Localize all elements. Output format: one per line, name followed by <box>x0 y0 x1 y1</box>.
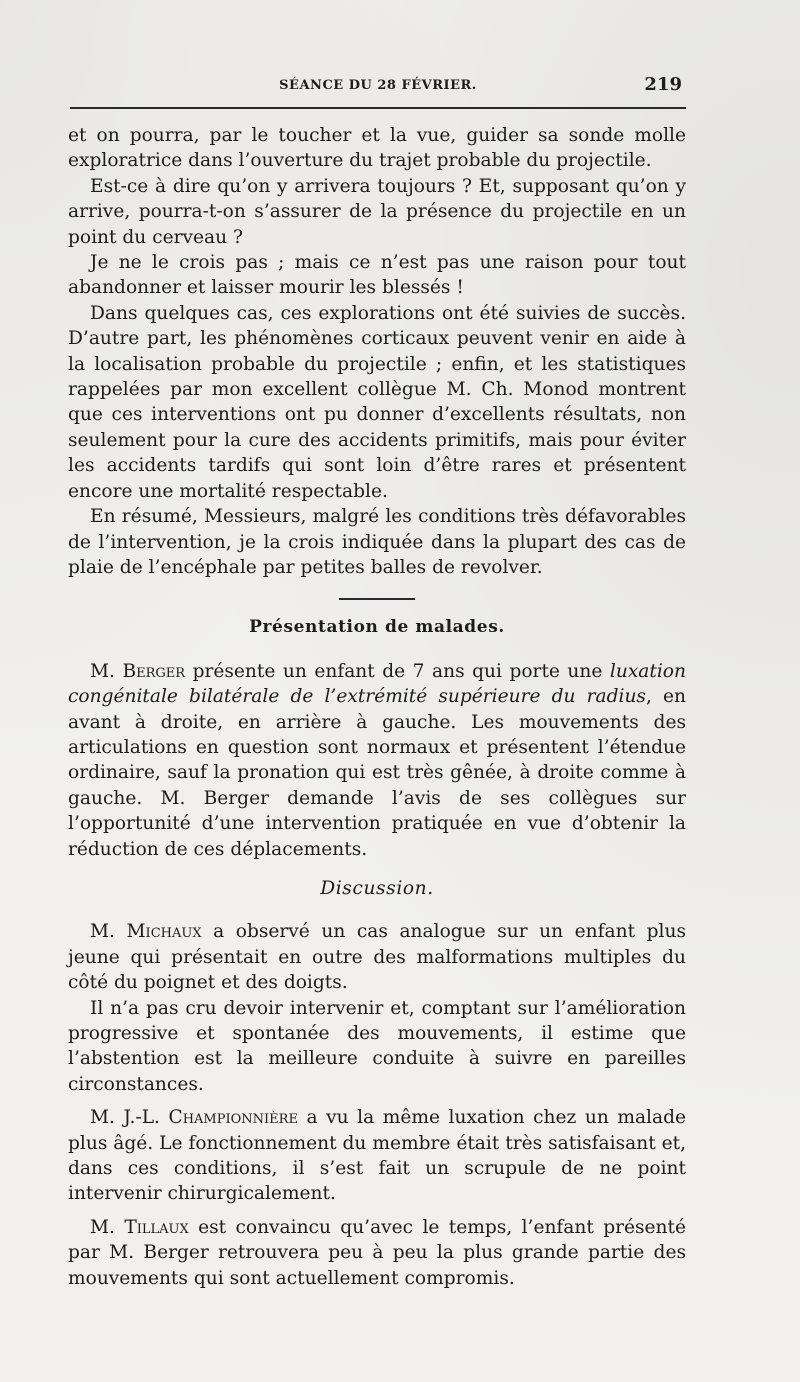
page-number: 219 <box>644 74 682 95</box>
speaker-prefix: M. <box>90 660 123 682</box>
speaker-prefix: M. <box>90 1216 125 1238</box>
paragraph-text: , en avant à droite, en arrière à gauche. Les mouvements des articulations en question sont normaux et présentent l’étendue ordinaire, sauf la pronation qui est très gênée, à droite comme à gauche. M. Berger demande l’avis de ses collègues sur l’opportunité d’une intervention pratiquée en vue d’obtenir la réduction de ces déplacements. <box>68 686 686 860</box>
speaker-prefix: M. <box>90 921 127 943</box>
spacer <box>68 1207 686 1215</box>
paragraph-text: a observé un cas analogue sur un enfant plus jeune qui présentait en outre des malformations multiples du côté du poignet et des doigts. <box>68 921 686 994</box>
paragraph-text: présente un enfant de 7 ans qui porte une <box>185 660 610 682</box>
italic-diagnosis: luxation congénitale bilatérale de l’extrémité supérieure du radius <box>68 660 686 708</box>
speaker-name: Tillaux <box>124 1216 189 1238</box>
spacer <box>68 1097 686 1105</box>
paragraph: Est-ce à dire qu’on y arrivera toujours ? Et, supposant qu’on y arrive, pourra-t-on s’assurer de la présence du projectile en un point du cerveau ? <box>68 175 686 248</box>
section-title: Présentation de malades. <box>249 617 505 638</box>
paragraph-michaux <box>68 919 686 995</box>
page-body <box>68 123 686 1291</box>
paragraph: Dans quelques cas, ces explorations ont été suivies de succès. D’autre part, les phénomènes corticaux peuvent venir en aide à la localisation probable du projectile ; enfin, et les statistiques rappelées par mon excellent collègue M. Ch. Monod montrent que ces interventions ont pu donner d’excellents résultats, non seulement pour la cure des accidents primitifs, mais pour éviter les accidents tardifs qui sont loin d’être rares et présentent encore une mortalité respectable. <box>68 302 686 502</box>
paragraph: Il n’a pas cru devoir intervenir et, comptant sur l’amélioration progressive et spontanée des mouvements, il estime que l’abstention est la meilleure conduite à suivre en pareilles circonstances. <box>68 997 686 1095</box>
paragraph-tillaux <box>68 1215 686 1291</box>
paragraph-berger <box>68 659 686 862</box>
header-title: SÉANCE DU 28 FÉVRIER. <box>279 78 477 93</box>
running-header <box>70 74 686 98</box>
section-divider <box>339 598 415 600</box>
paragraph-text: est convaincu qu’avec le temps, l’enfant présenté par M. Berger retrouvera peu à peu la plus grande partie des mouvements qui sont actuellement compromis. <box>68 1216 686 1289</box>
paragraph-text: a vu la même luxation chez un malade plus âgé. Le fonctionnement du membre était très satisfaisant et, dans ces conditions, il s’est fait un scrupule de ne point intervenir chirurgicalement. <box>68 1107 686 1205</box>
discussion-heading: Discussion. <box>320 877 434 899</box>
paragraph-continuation: et on pourra, par le toucher et la vue, guider sa sonde molle exploratrice dans l’ouverture du trajet probable du projectile. <box>68 125 686 172</box>
speaker-name: Championnière <box>168 1107 298 1129</box>
paragraph: Je ne le crois pas ; mais ce n’est pas une raison pour tout abandonner et laisser mourir les blessés ! <box>68 252 686 299</box>
speaker-name: Michaux <box>126 921 202 943</box>
speaker-prefix: M. J.-L. <box>90 1107 169 1129</box>
speaker-name: Berger <box>122 660 186 682</box>
paragraph: En résumé, Messieurs, malgré les conditions très défavorables de l’intervention, je la crois indiquée dans la plupart des cas de plaie de l’encéphale par petites balles de revolver. <box>68 506 686 578</box>
paragraph-championniere <box>68 1105 686 1207</box>
header-rule <box>70 107 686 109</box>
